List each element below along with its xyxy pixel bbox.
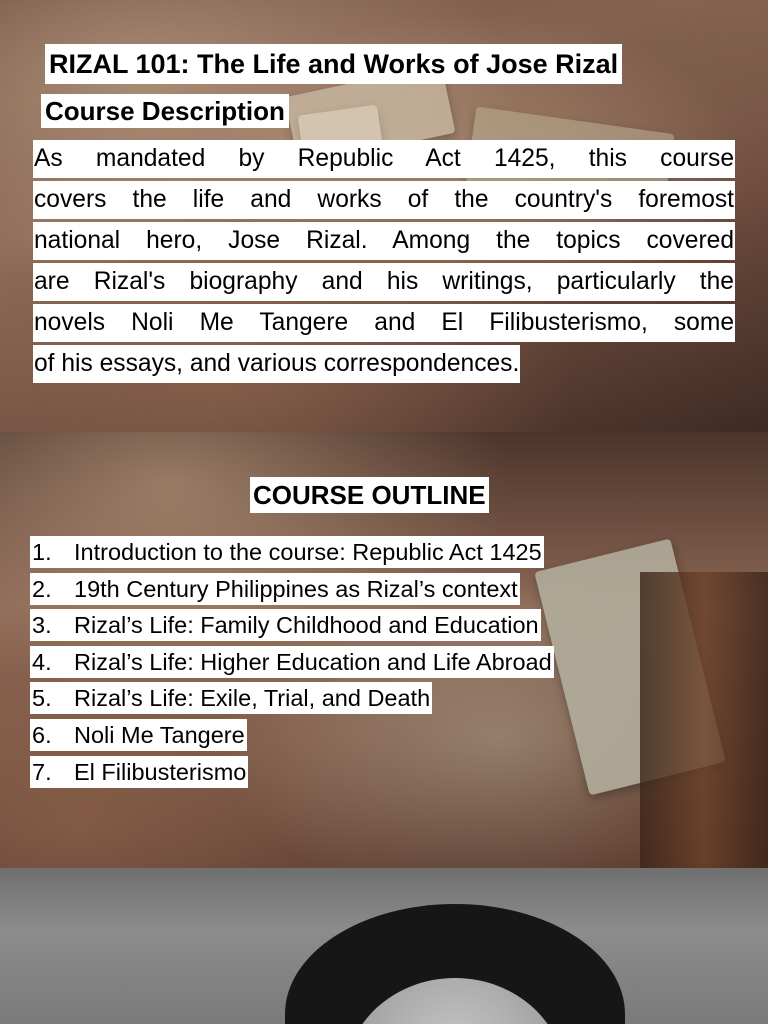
course-description-text [33,138,733,384]
outline-item: 6. Noli Me Tangere [30,719,554,756]
outline-item: 1. Introduction to the course: Republic Act 1425 [30,536,554,573]
description-line: of his essays, and various correspondences. [33,343,733,384]
slide-portrait [0,868,768,1024]
slide-course-outline [0,432,768,868]
course-title: RIZAL 101: The Life and Works of Jose Rizal [45,44,622,84]
outline-item: 4. Rizal’s Life: Higher Education and Life Abroad [30,646,554,683]
description-line: novels Noli Me Tangere and El Filibusterismo, some [33,302,733,343]
outline-item: 3. Rizal’s Life: Family Childhood and Education [30,609,554,646]
outline-item: 7. El Filibusterismo [30,756,554,793]
description-line: covers the life and works of the country's foremost [33,179,733,220]
outline-item: 5. Rizal’s Life: Exile, Trial, and Death [30,682,554,719]
course-outline-list [30,536,554,792]
description-line: As mandated by Republic Act 1425, this course [33,138,733,179]
slide-course-description [0,0,768,432]
description-line: national hero, Jose Rizal. Among the topics covered [33,220,733,261]
outline-item: 2. 19th Century Philippines as Rizal’s context [30,573,554,610]
course-outline-heading: COURSE OUTLINE [250,477,489,513]
course-description-heading: Course Description [41,94,289,128]
description-line: are Rizal's biography and his writings, particularly the [33,261,733,302]
background-frame [640,572,768,868]
